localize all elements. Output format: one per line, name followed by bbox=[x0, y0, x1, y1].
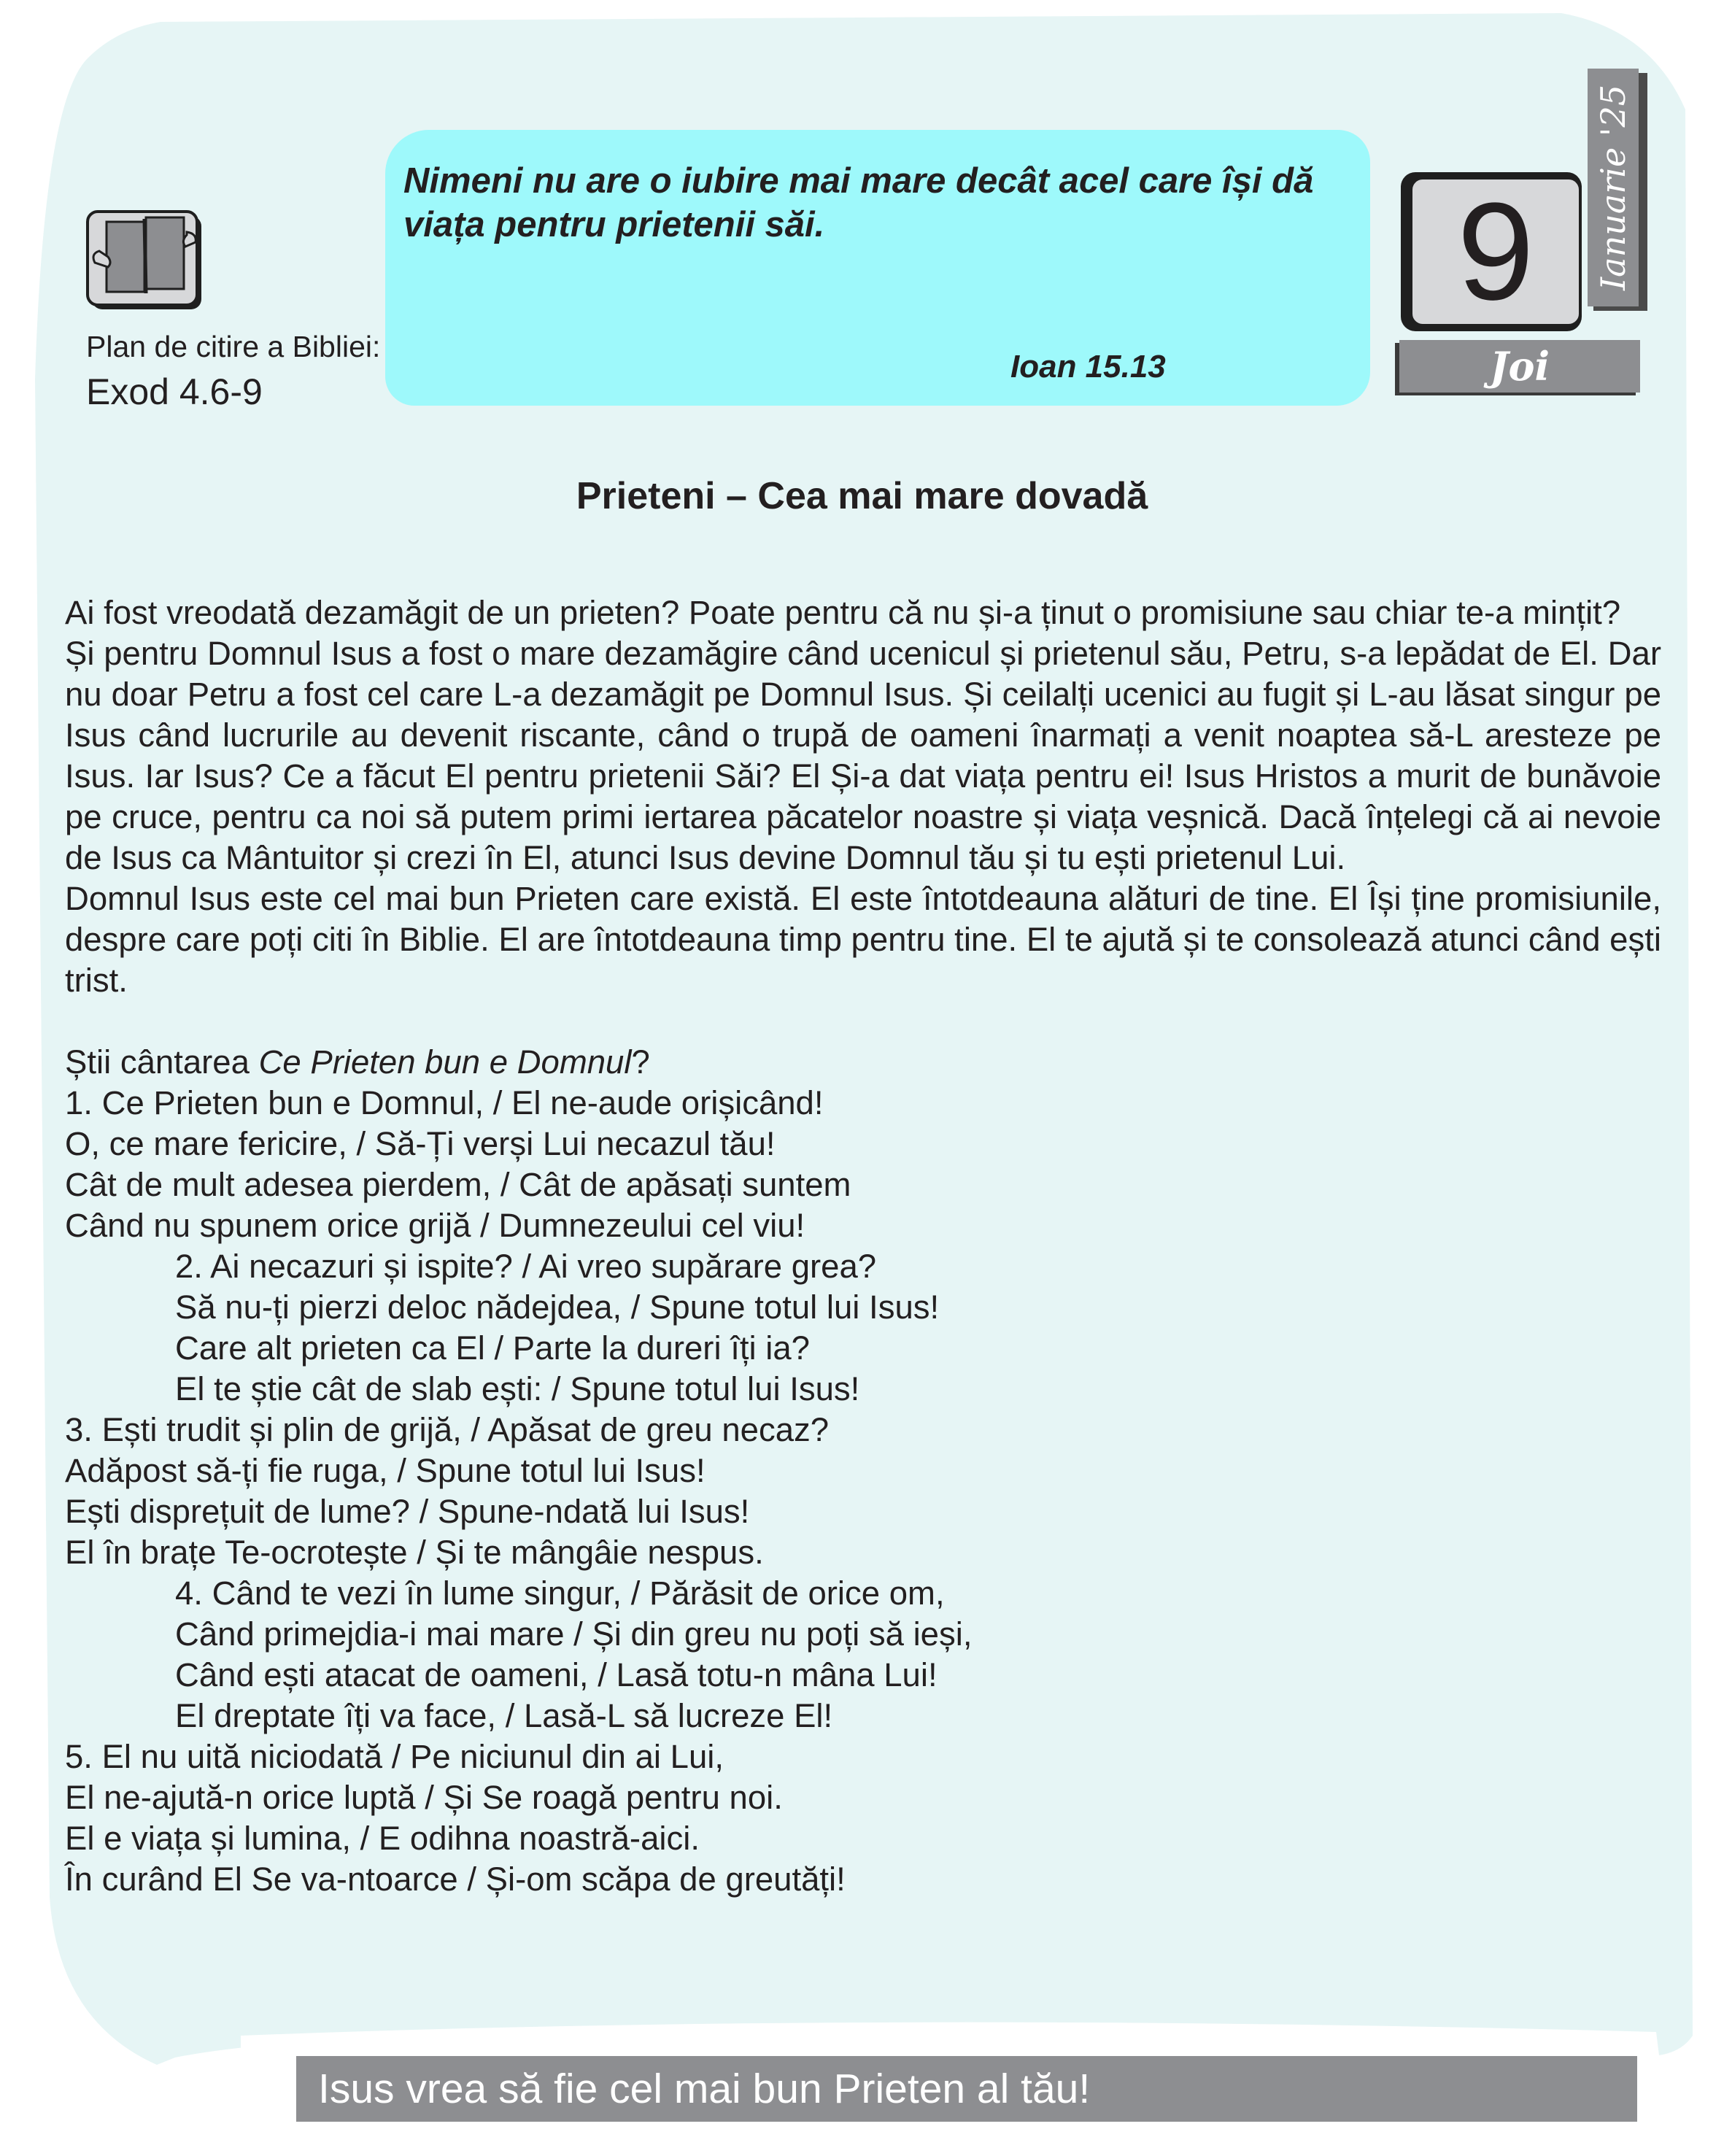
spacer bbox=[65, 1001, 1661, 1042]
paragraph: Și pentru Domnul Isus a fost o mare dezamăgire când ucenicul și prietenul său, Petru, s-a lepădat de El. Dar nu doar Petru a fost cel care L-a dezamăgit pe Domnul Isus. Și ceilalți ucenici au fugit și L-au lăsat singur pe Isus când lucrurile au devenit riscante, când o trupă de oameni înarmați a venit noaptea să-L aresteze pe Isus. Iar Isus? Ce a făcut El pentru prietenii Săi? El Și-a dat viața pentru ei! Isus Hristos a murit de bunăvoie pe cruce, pentru ca noi să putem primi iertarea păcatelor noastre și viața veșnică. Dacă înțelegi că ai nevoie de Isus ca Mântuitor și crezi în El, atunci Isus devine Domnul tău și tu ești prietenul Lui. bbox=[65, 635, 1661, 876]
song-line: 5. El nu uită niciodată / Pe niciunul din ai Lui, bbox=[65, 1738, 724, 1775]
song-line: O, ce mare fericire, / Să-Ți verși Lui necazul tău! bbox=[65, 1125, 776, 1162]
reading-plan-label: Plan de citire a Bibliei: bbox=[86, 330, 381, 363]
song-question bbox=[65, 1042, 1661, 1083]
open-bible-icon bbox=[86, 206, 217, 315]
paragraph: Ai fost vreodată dezamăgit de un prieten? Poate pentru că nu și-a ținut o promisiune sau chiar te-a mințit? bbox=[65, 594, 1621, 631]
song-line: Să nu-ți pierzi deloc nădejdea, / Spune totul lui Isus! bbox=[175, 1288, 940, 1326]
song-line: El ne-ajută-n orice luptă / Și Se roagă pentru noi. bbox=[65, 1779, 783, 1816]
song-line: 3. Ești trudit și plin de grijă, / Apăsat de greu necaz? bbox=[65, 1411, 830, 1448]
song-line: El e viața și lumina, / E odihna noastră-aici. bbox=[65, 1820, 700, 1857]
footer-text: Isus vrea să fie cel mai bun Prieten al tău! bbox=[318, 2066, 1091, 2112]
song-line: El în brațe Te-ocrotește / Și te mângâie nespus. bbox=[65, 1534, 764, 1571]
verse-text: Nimeni nu are o iubire mai mare decât acel care își dă viața pentru prietenii săi. bbox=[403, 161, 1314, 244]
song-line: În curând El Se va-ntoarce / Și-om scăpa de greutăți! bbox=[65, 1861, 846, 1898]
song-line: Adăpost să-ți fie ruga, / Spune totul lui Isus! bbox=[65, 1452, 706, 1489]
song-line: Care alt prieten ca El / Parte la dureri îți ia? bbox=[175, 1329, 810, 1367]
day-number: 9 bbox=[1457, 174, 1534, 329]
body-text bbox=[65, 592, 1661, 1900]
song-line: Când primejdia-i mai mare / Și din greu nu poți să ieși, bbox=[175, 1615, 973, 1653]
month-year-label: Ianuarie '25 bbox=[1593, 85, 1633, 290]
song-line: El dreptate îți va face, / Lasă-L să lucreze El! bbox=[175, 1697, 833, 1734]
page-title: Prieteni – Cea mai mare dovadă bbox=[576, 475, 1148, 517]
song-line: Când nu spunem orice grijă / Dumnezeului cel viu! bbox=[65, 1207, 805, 1244]
song-line: 1. Ce Prieten bun e Domnul, / El ne-aude orișicând! bbox=[65, 1084, 824, 1121]
paragraph: Domnul Isus este cel mai bun Prieten care există. El este întotdeauna alături de tine. El Își ține promisiunile, despre care poți citi în Biblie. El are întotdeauna timp pentru tine. El te ajută și te consolează atunci când ești trist. bbox=[65, 880, 1661, 999]
song-line: 4. Când te vezi în lume singur, / Părăsit de orice om, bbox=[175, 1575, 945, 1612]
song-question-after: ? bbox=[631, 1043, 650, 1081]
song-line: Ești disprețuit de lume? / Spune-ndată lui Isus! bbox=[65, 1493, 750, 1530]
song-line: 2. Ai necazuri și ispite? / Ai vreo supărare grea? bbox=[175, 1248, 877, 1285]
reading-plan-reference: Exod 4.6-9 bbox=[86, 371, 263, 412]
song-line: Cât de mult adesea pierdem, / Cât de apăsați suntem bbox=[65, 1166, 851, 1203]
weekday-label: Joi bbox=[1489, 343, 1550, 390]
song-title: Ce Prieten bun e Domnul bbox=[258, 1043, 632, 1081]
song-line: Când ești atacat de oameni, / Lasă totu-n mâna Lui! bbox=[175, 1656, 938, 1693]
song-question-before: Știi cântarea bbox=[65, 1043, 259, 1081]
song-line: El te știe cât de slab ești: / Spune totul lui Isus! bbox=[175, 1370, 860, 1407]
verse-reference: Ioan 15.13 bbox=[1010, 349, 1166, 385]
